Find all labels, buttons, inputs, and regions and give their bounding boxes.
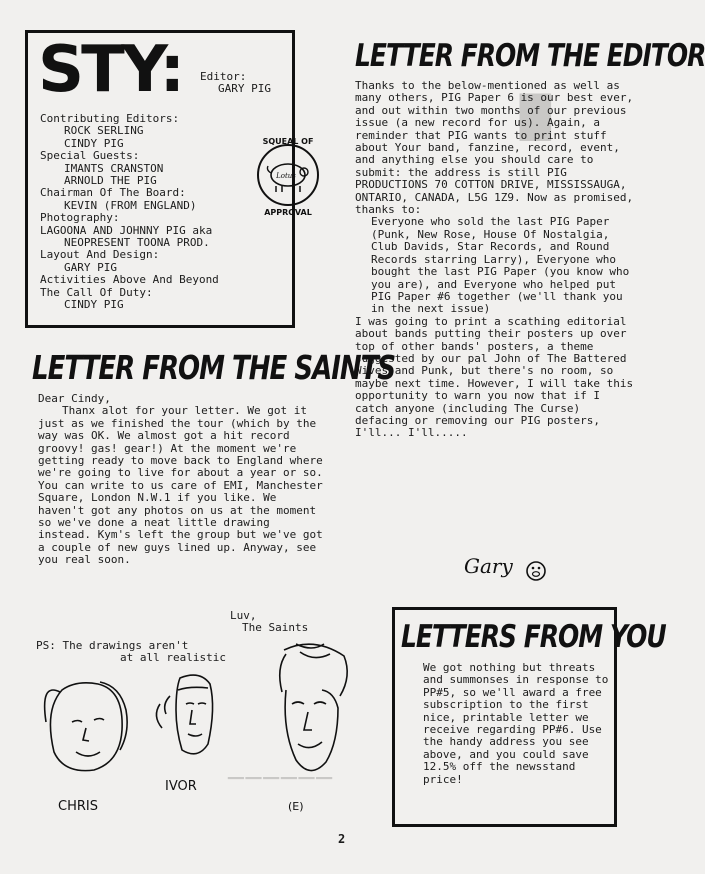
ps-line-1: PS: The drawings aren't [36, 639, 189, 652]
editor-credit [200, 71, 271, 96]
editor-letter-closing: I was going to print a scathing editorial about bands putting their posters up over top of other bands' posters, a theme suggested by our pal John of The Battered Wives and Punk, but there's no room, so maybe next time. However, I will take this opportunity to warn you now that if I catch anyone (including The Curse) defacing or removing our PIG posters, I'll... I'll..... [355, 314, 634, 440]
credit-name: IMANTS CRANSTON [64, 161, 164, 175]
editor-letter-heading: LETTER FROM THE EDITOR [355, 37, 705, 74]
editor-letter-intro: Thanks to the below-mentioned as well as many others, PIG Paper 6 is our best ever, and out within two months of our previous issue (a new record for us). Again, a reminder that PIG wants to print stuff about Your band, fanzine, record, event, and anything else you should care to submit: the address is still PIG PRODUCTIONS 70 COTTON DRIVE, MISSISSAUGA, ONTARIO, CANADA, L5G 1Z9. Now as promised, thanks to: [355, 79, 634, 217]
masthead-logo: STY: [38, 33, 183, 107]
bleed-through-text: ────── [228, 764, 334, 794]
pig-face-icon [527, 562, 545, 580]
saints-drawings [30, 630, 360, 830]
credit-name: CINDY PIG [64, 136, 124, 150]
saints-luv: Luv, [230, 609, 257, 622]
page-number: 2 [338, 832, 346, 846]
stamp-center-text: Lotus [276, 172, 296, 180]
credit-name: CINDY PIG [64, 298, 124, 312]
letters-from-you-body: We got nothing but threats and summonses in response to PP#5, so we'll award a free subscription to the first nice, printable letter we receive regarding PP#6. Use the handy address you see above, and you could save 12.5% off the newsstand price! [423, 661, 609, 786]
credit-role: Special Guests: [40, 149, 140, 163]
bleed-through-text: █ [520, 95, 551, 141]
letters-from-you-box [392, 607, 666, 827]
signature-text: Gary [464, 554, 513, 578]
editor-letter-body [355, 80, 635, 440]
credit-role: Layout And Design: [40, 248, 160, 262]
saints-salutation: Dear Cindy, [38, 392, 111, 405]
credits-list [40, 113, 219, 312]
credit-name: GARY PIG [64, 260, 117, 274]
saints-letter-text: Thanx alot for your letter. We got it just as we finished the tour (which by the way was OK. We almost got a hit record groovy! gas! gear!) At the moment we're getting ready to move back to England where we're going to live for about a year or so. You can write to us care of EMI, Manchester Square, London N.W.1 if you like. We haven't got any photos on us at the moment so we've done a neat little drawing instead. Kym's left the group but we've got a couple of new guys lined up. Anyway, see you real soon. [38, 404, 323, 567]
credit-role: Photography: [40, 211, 120, 225]
saints-signed-by: The Saints [242, 621, 309, 635]
credit-role: Contributing Editors: [40, 112, 180, 125]
stamp-top-text: SQUEAL OF [262, 137, 314, 146]
editor-label: Editor: [200, 70, 247, 83]
editor-name: GARY PIG [218, 82, 271, 96]
editor-signature [462, 547, 552, 591]
saints-letter-body [38, 393, 328, 567]
chris-face-drawing [45, 682, 128, 771]
saints-letter-heading: LETTER FROM THE SAINTS [32, 350, 396, 388]
ivor-face-drawing [156, 675, 212, 754]
credit-role: Chairman Of The Board: [40, 186, 186, 200]
credit-name: ARNOLD THE PIG [64, 174, 157, 188]
masthead-box [25, 30, 314, 328]
drawing-label-ivor: IVOR [165, 779, 197, 794]
credit-name: ROCK SERLING [64, 124, 144, 138]
credit-name: KEVIN (FROM ENGLAND) [64, 198, 197, 212]
drawing-label-third: (E) [288, 800, 304, 813]
editor-letter-thanks: Everyone who sold the last PIG Paper (Punk, New Rose, House Of Nostalgia, Club Davids, Star Records, and Round Records starring Larry), Everyone who bought the last PIG Paper (you know who you are), and Everyone who helped put PIG Paper #6 together (we'll thank you in the next issue) [371, 215, 630, 316]
stamp-bottom-text: APPROVAL [264, 208, 312, 217]
drawing-label-chris: CHRIS [58, 799, 98, 814]
ps-line-2: at all realistic [120, 651, 226, 665]
letters-from-you-heading: LETTERS FROM YOU [401, 618, 666, 655]
credit-role: The Call Of Duty: [40, 285, 153, 299]
credit-role: LAGOONA AND JOHNNY PIG aka [40, 223, 213, 237]
credit-name: NEOPRESENT TOONA PROD. [64, 236, 210, 250]
third-face-drawing [280, 644, 347, 771]
credit-role: Activities Above And Beyond [40, 273, 219, 287]
squeal-of-approval-stamp [252, 119, 324, 231]
